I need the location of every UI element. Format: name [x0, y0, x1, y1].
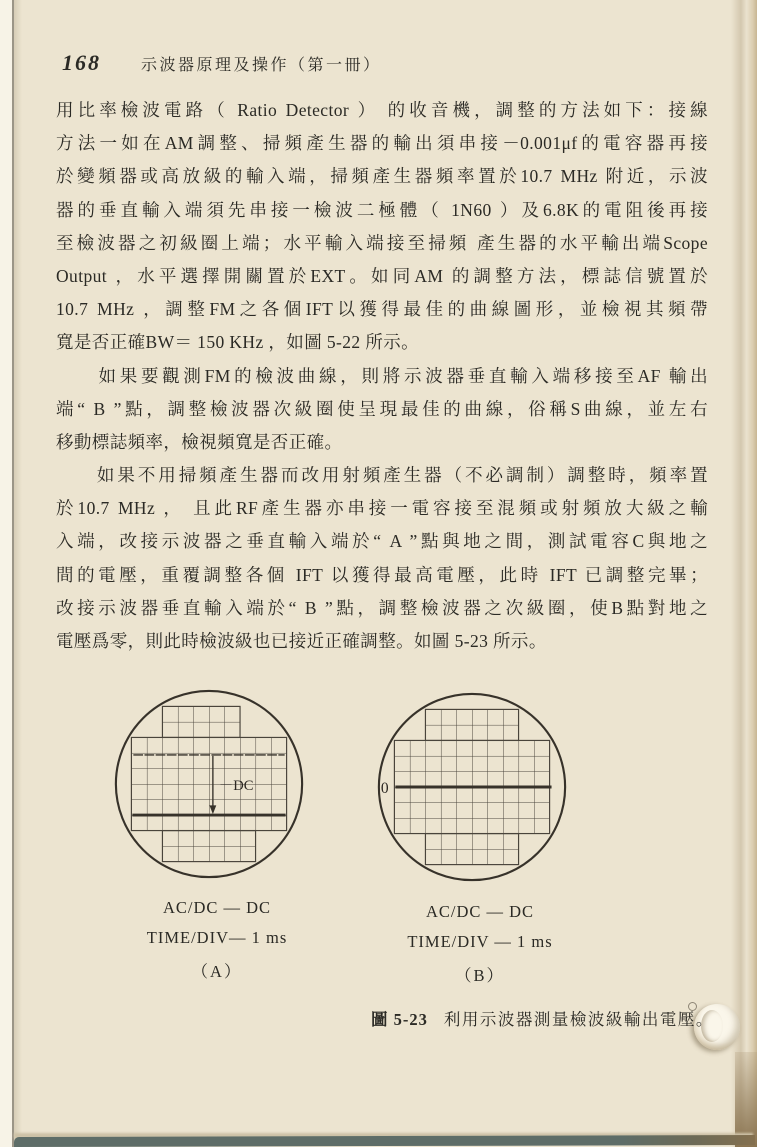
text-line: 入端，改接示波器之垂直輸入端於“ A ”點與地之間，測試電容C與地之: [56, 531, 708, 552]
scan-left-shadow: [14, 0, 22, 1147]
scope-a-caption: [112, 893, 322, 987]
text-line: 移動標誌頻率，檢視頻寬是否正確。: [56, 431, 343, 452]
text-line: 改接示波器垂直輸入端於“ B ”點，調整檢波器之次級圈，使B點對地之: [56, 597, 708, 618]
dc-level-label: －DC: [218, 777, 254, 794]
scan-left-margin: [0, 0, 12, 1147]
figure-caption-text: 利用示波器測量檢波級輸出電壓。: [443, 1010, 714, 1029]
text-line: 間的電壓，重覆調整各個 IFT 以獲得最高電壓，此時 IFT 已調整完畢；: [56, 564, 708, 585]
text-line: 於10.7 MHz ， 且此RF產生器亦串接一電容接至混頻或射頻放大級之輸: [56, 498, 708, 519]
figure-caption: [371, 1006, 714, 1030]
text-line: 於變頻器或高放級的輸入端，掃頻產生器頻率置於10.7 MHz 附近，示波: [56, 166, 708, 187]
graticule: [131, 706, 286, 861]
figure-number: 圖 5-23: [371, 1010, 428, 1029]
oscilloscope-screen-b: [375, 690, 569, 884]
text-line: 寬是否正確BW＝ 150 KHz ，如圖 5-22 所示。: [56, 332, 420, 353]
timebase-setting: TIME/DIV — 1 ms: [407, 932, 553, 951]
text-line: 電壓爲零，則此時檢波級也已接近正確調整。如圖 5-23 所示。: [56, 631, 547, 651]
text-line: 如果要觀測FM的檢波曲線，則將示波器垂直輸入端移接至AF 輸出: [56, 365, 708, 386]
zero-label: 0: [380, 779, 389, 797]
subfigure-label: （A）: [191, 962, 243, 981]
text-line: 用比率檢波電路（ Ratio Detector ） 的收音機，調整的方法如下：接線: [56, 100, 708, 120]
coupling-setting: AC/DC — DC: [425, 902, 535, 921]
body-text: [56, 94, 708, 658]
text-line: 10.7 MHz ，調整FM之各個IFT以獲得最佳的曲線圖形，並檢視其頻帶: [56, 299, 708, 320]
timebase-setting: TIME/DIV— 1 ms: [146, 928, 288, 947]
book-title: 示波器原理及操作（第一冊）: [141, 57, 382, 74]
oscilloscope-screen-a: [112, 687, 306, 881]
text-line: 如果不用掃頻產生器而改用射頻產生器（不必調制）調整時，頻率置: [56, 465, 708, 486]
page-number: 168: [62, 50, 101, 75]
text-line: 端“ B ”點，調整檢波器次級圈使呈現最佳的曲線，俗稱S曲線，並左右: [56, 398, 708, 419]
text-line: Output ，水平選擇開關置於EXT。如同AM 的調整方法，標誌信號置於: [56, 265, 708, 286]
text-line: 至檢波器之初級圈上端；水平輸入端接至掃頻 產生器的水平輸出端Scope: [56, 232, 708, 253]
page-header: [62, 50, 382, 76]
text-line: 方法一如在AM調整、掃頻產生器的輸出須串接－0.001μf的電容器再接: [56, 133, 708, 154]
subfigure-label: （B）: [454, 966, 505, 985]
scan-bottom-band: [14, 1135, 755, 1147]
coupling-setting: AC/DC — DC: [162, 898, 272, 917]
text-line: 器的垂直輸入端須先串接一檢波二極體（ 1N60 ）及6.8K的電阻後再接: [56, 199, 708, 220]
scope-b-caption: [375, 897, 585, 991]
page-curl-shadow: [731, 0, 757, 1147]
